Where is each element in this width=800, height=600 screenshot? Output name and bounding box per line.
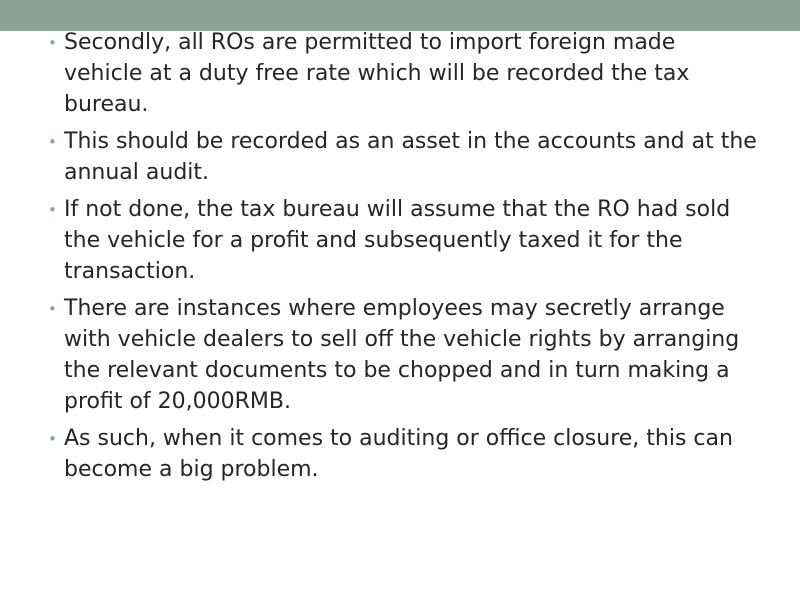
bullet-item: [0, 293, 800, 417]
bullet-item: [0, 194, 800, 287]
bullet-item: [0, 27, 800, 120]
bullet-dot-icon: •: [48, 34, 57, 52]
bullet-item: [0, 423, 800, 485]
bullet-dot-icon: •: [48, 300, 57, 318]
bullet-text: There are instances where employees may secretly arrange with vehicle dealers to sell off the vehicle rights by arranging the relevant documents to be chopped and in turn making a profit of 20,000RMB.: [64, 296, 740, 414]
bullet-text: This should be recorded as an asset in the accounts and at the annual audit.: [64, 129, 757, 185]
bullet-text: Secondly, all ROs are permitted to import foreign made vehicle at a duty free rate which will be recorded the tax bureau.: [64, 30, 690, 117]
bullet-list: [0, 27, 800, 491]
bullet-text: If not done, the tax bureau will assume that the RO had sold the vehicle for a profit and subsequently taxed it for the transaction.: [64, 197, 731, 284]
bullet-dot-icon: •: [48, 133, 57, 151]
bullet-dot-icon: •: [48, 201, 57, 219]
bullet-item: [0, 126, 800, 188]
bullet-dot-icon: •: [48, 430, 57, 448]
bullet-text: As such, when it comes to auditing or office closure, this can become a big problem.: [64, 426, 733, 482]
